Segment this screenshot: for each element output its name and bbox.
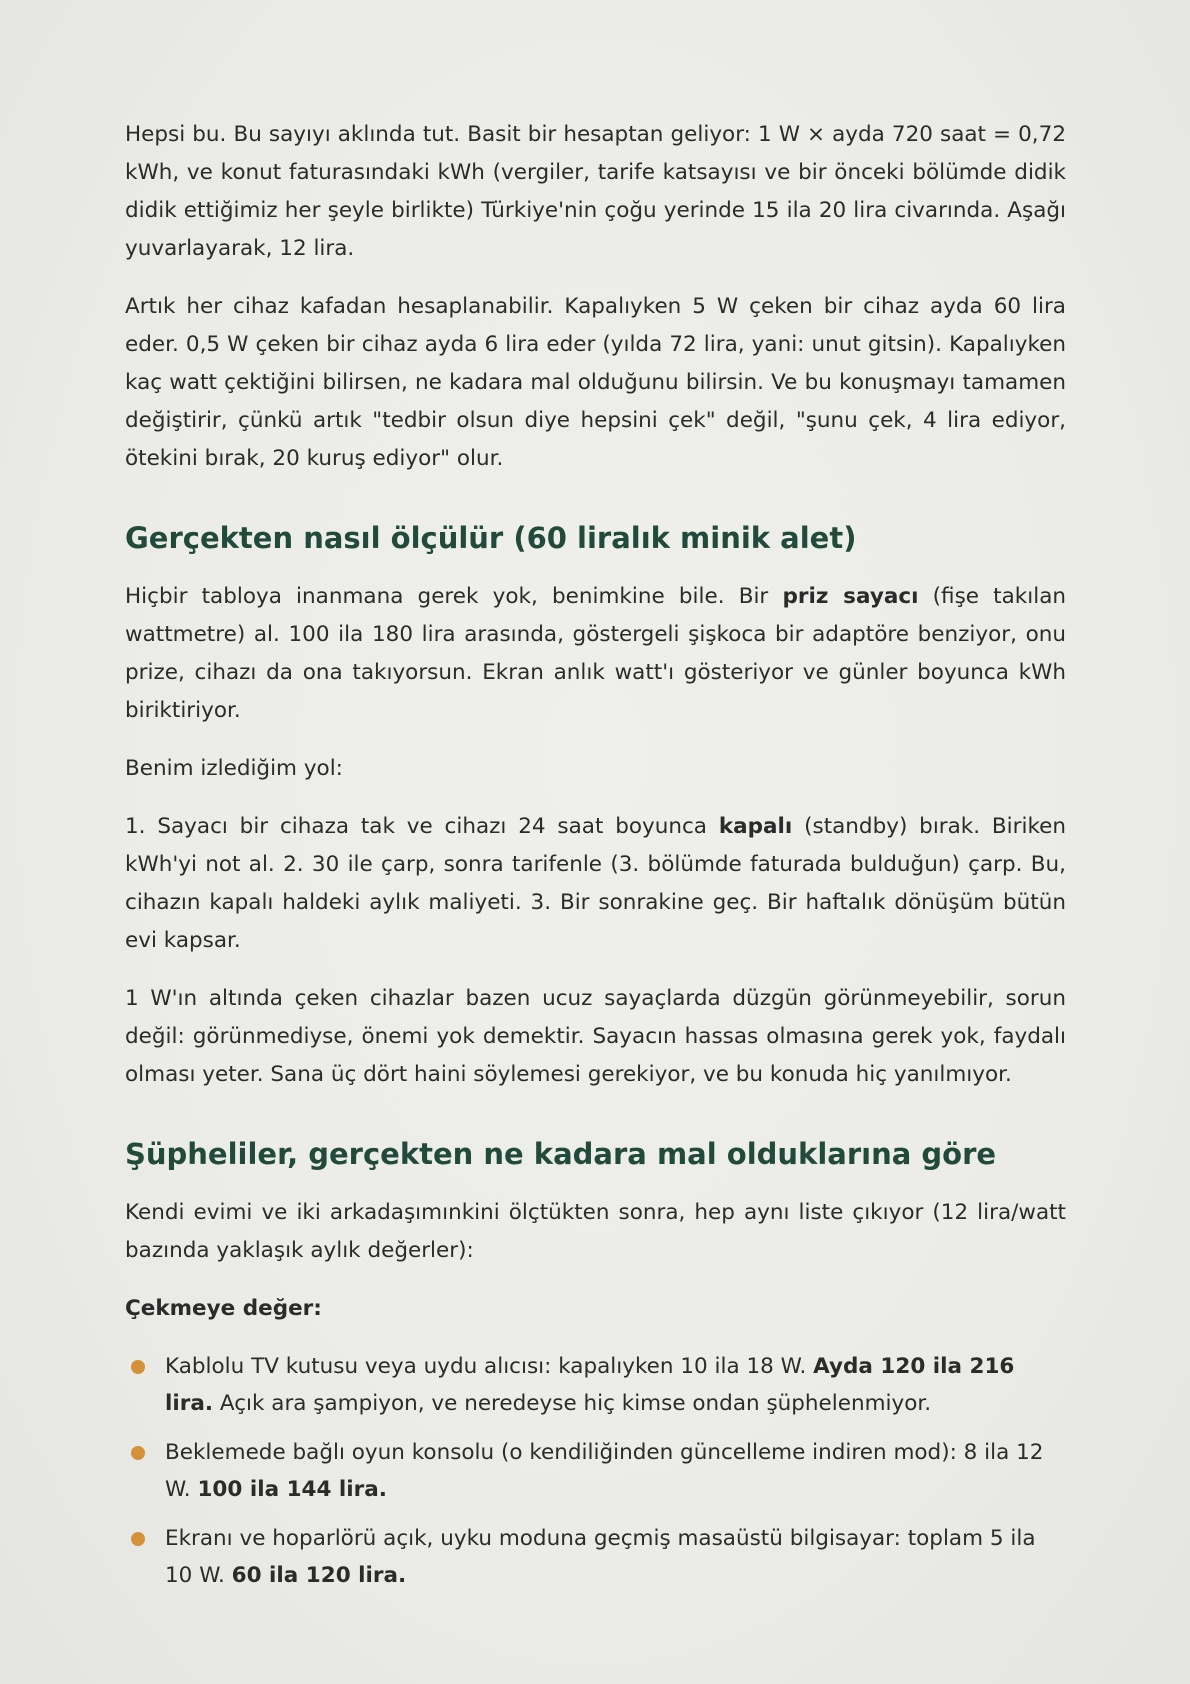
text-run: Beklemede bağlı oyun konsolu (o kendiliğinden güncelleme indiren mod): 8 ila 12 W.: [165, 1440, 1044, 1502]
bold-cost: 60 ila 120 lira.: [231, 1563, 407, 1588]
bullet-dot-icon: [131, 1446, 145, 1460]
bold-term: priz sayacı: [782, 584, 919, 609]
text-run: (standby) bırak. Biriken kWh'yi not al. 2. 30 ile çarp, sonra tarifenle (3. bölümde faturada bulduğun) çarp. Bu, cihazın kapalı haldeki aylık maliyeti. 3. Bir sonrakine geç. Bir haftalık dönüşüm bütün evi kapsar.: [125, 814, 1066, 953]
measure-paragraph-1: [125, 578, 1066, 730]
section-heading-measure: Gerçekten nasıl ölçülür (60 liralık minik alet): [125, 521, 857, 555]
list-item: [125, 1434, 1066, 1508]
text-run: Kablolu TV kutusu veya uydu alıcısı: kapalıyken 10 ila 18 W.: [165, 1354, 814, 1379]
text-run: Ekranı ve hoparlörü açık, uyku moduna geçmiş masaüstü bilgisayar: toplam 5 ila 10 W.: [165, 1526, 1036, 1588]
intro-paragraph-2: Artık her cihaz kafadan hesaplanabilir. Kapalıyken 5 W çeken bir cihaz ayda 60 lira eder. 0,5 W çeken bir cihaz ayda 6 lira eder (yılda 72 lira, yani: unut gitsin). Kapalıyken kaç watt çektiğini bilirsen, ne kadara mal olduğunu bilirsin. Ve bu konuşmayı tamamen değiştirir, çünkü artık "tedbir olsun diye hepsini çek" değil, "şunu çek, 4 lira ediyor, ötekini bırak, 20 kuruş ediyor" olur.: [125, 294, 1066, 471]
measure-paragraph-2: Benim izlediğim yol:: [125, 756, 343, 781]
suspects-paragraph-1: Kendi evimi ve iki arkadaşımınkini ölçtükten sonra, hep aynı liste çıkıyor (12 lira/watt bazında yaklaşık aylık değerler):: [125, 1200, 1066, 1263]
text-run: Açık ara şampiyon, ve neredeyse hiç kimse ondan şüphelenmiyor.: [213, 1391, 932, 1416]
measure-paragraph-4: 1 W'ın altında çeken cihazlar bazen ucuz sayaçlarda düzgün görünmeyebilir, sorun değil: görünmediyse, önemi yok demektir. Sayacın hassas olmasına gerek yok, faydalı olması yeter. Sana üç dört haini söylemesi gerekiyor, ve bu konuda hiç yanılmıyor.: [125, 986, 1066, 1087]
text-run: Hiçbir tabloya inanmana gerek yok, benimkine bile. Bir: [125, 584, 783, 609]
suspects-list: [125, 1348, 1066, 1594]
list-item: [125, 1520, 1066, 1594]
intro-paragraph-1: Hepsi bu. Bu sayıyı aklında tut. Basit bir hesaptan geliyor: 1 W × ayda 720 saat = 0,72 kWh, ve konut faturasındaki kWh (vergiler, tarife katsayısı ve bir önceki bölümde didik didik ettiğimiz her şeyle birlikte) Türkiye'nin çoğu yerinde 15 ila 20 lira civarında. Aşağı yuvarlayarak, 12 lira.: [125, 122, 1066, 261]
text-run: 1. Sayacı bir cihaza tak ve cihazı 24 saat boyunca: [125, 814, 719, 839]
bold-cost: Ayda 120 ila 216 lira.: [165, 1354, 1015, 1416]
list-item: [125, 1348, 1066, 1422]
section-heading-suspects: Şüpheliler, gerçekten ne kadara mal olduklarına göre: [125, 1137, 997, 1171]
bold-term: kapalı: [718, 814, 793, 839]
bold-cost: 100 ila 144 lira.: [197, 1477, 387, 1502]
bullet-dot-icon: [131, 1532, 145, 1546]
text-run: (fişe takılan wattmetre) al. 100 ila 180 lira arasında, göstergeli şişkoca bir adaptöre benziyor, onu prize, cihazı da ona takıyorsun. Ekran anlık watt'ı gösteriyor ve günler boyunca kWh biriktiriyor.: [125, 584, 1066, 723]
bullet-dot-icon: [131, 1360, 145, 1374]
measure-steps-paragraph: [125, 808, 1066, 960]
worth-unplugging-label: Çekmeye değer:: [125, 1296, 322, 1321]
